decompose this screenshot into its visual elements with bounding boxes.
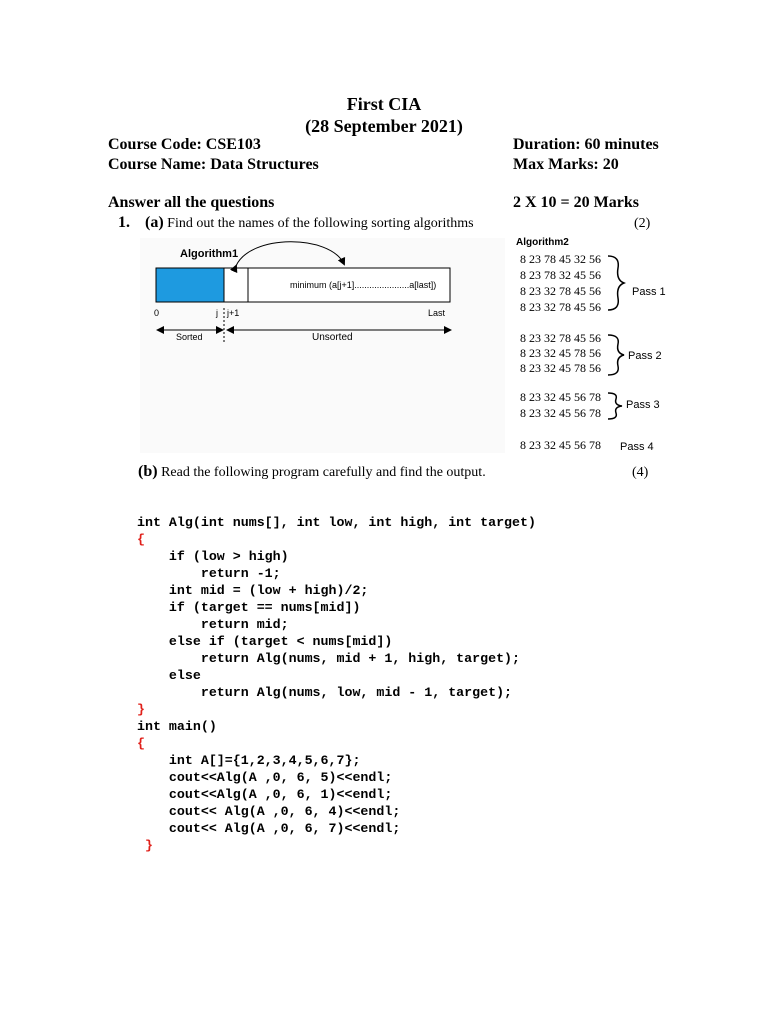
- question-1a: [118, 214, 474, 232]
- pass4-label: Pass 4: [620, 441, 654, 453]
- code-line: }: [137, 838, 153, 853]
- code-line: else: [137, 668, 201, 683]
- question-1b: [138, 463, 486, 481]
- label-j: j: [216, 308, 218, 318]
- code-line: return Alg(nums, mid + 1, high, target);: [137, 651, 521, 666]
- sorted-region: [156, 268, 224, 302]
- label-j-plus-1: j+1: [227, 308, 240, 318]
- algorithm1-title: Algorithm1: [180, 248, 239, 260]
- code-line: {: [137, 532, 145, 547]
- code-line: return -1;: [137, 566, 281, 581]
- code-block: [137, 497, 536, 871]
- exam-date: (28 September 2021): [305, 116, 463, 136]
- duration: Duration: 60 minutes: [513, 136, 659, 153]
- pass3-brace-icon: [606, 390, 624, 422]
- pass2-row: 8 23 32 45 78 56: [520, 346, 601, 360]
- question-number: 1.: [118, 214, 130, 231]
- label-sorted: Sorted: [176, 332, 203, 342]
- code-line: return mid;: [137, 617, 289, 632]
- part-b-label: (b): [138, 463, 158, 480]
- code-line: cout<< Alg(A ,0, 6, 4)<<endl;: [137, 804, 401, 819]
- code-line: int A[]={1,2,3,4,5,6,7};: [137, 753, 361, 768]
- part-a-label: (a): [145, 214, 164, 231]
- part-a-text: Find out the names of the following sorting algorithms: [167, 216, 474, 231]
- pass2-brace-icon: [606, 332, 626, 378]
- code-line: int mid = (low + high)/2;: [137, 583, 369, 598]
- instruction: Answer all the questions: [108, 194, 275, 211]
- code-line: {: [137, 736, 145, 751]
- label-zero: 0: [154, 308, 160, 318]
- part-b-marks: (4): [632, 465, 649, 480]
- code-line: return Alg(nums, low, mid - 1, target);: [137, 685, 513, 700]
- code-line: if (target == nums[mid]): [137, 600, 361, 615]
- pass1-row: 8 23 78 45 32 56: [520, 252, 601, 266]
- exam-title: First CIA: [346, 94, 422, 114]
- jplus1-cell: [224, 268, 248, 302]
- swap-arrow-icon: [236, 242, 344, 266]
- pass2-label: Pass 2: [628, 350, 662, 362]
- pass4-row: 8 23 32 45 56 78: [520, 438, 601, 452]
- code-line: int Alg(int nums[], int low, int high, int target): [137, 515, 536, 530]
- pass1-row: 8 23 78 32 45 56: [520, 268, 601, 282]
- code-line: int main(): [137, 719, 217, 734]
- pass3-row: 8 23 32 45 56 78: [520, 390, 601, 404]
- code-line: if (low > high): [137, 549, 289, 564]
- pass2-row: 8 23 32 45 78 56: [520, 361, 601, 375]
- marks-scheme: 2 X 10 = 20 Marks: [513, 194, 639, 211]
- pass3-row: 8 23 32 45 56 78: [520, 406, 601, 420]
- pass1-brace-icon: [606, 252, 626, 314]
- pass1-label: Pass 1: [632, 286, 666, 298]
- pass1-row: 8 23 32 78 45 56: [520, 300, 601, 314]
- code-line: else if (target < nums[mid]): [137, 634, 393, 649]
- pass1-row: 8 23 32 78 45 56: [520, 284, 601, 298]
- code-line: cout<< Alg(A ,0, 6, 7)<<endl;: [137, 821, 401, 836]
- max-marks: Max Marks: 20: [513, 156, 619, 173]
- pass2-row: 8 23 32 78 45 56: [520, 331, 601, 345]
- label-unsorted: Unsorted: [312, 332, 353, 343]
- part-b-text: Read the following program carefully and find the output.: [161, 465, 486, 480]
- course-code: Course Code: CSE103: [108, 136, 261, 153]
- label-last: Last: [428, 308, 446, 318]
- part-a-marks: (2): [634, 216, 651, 231]
- course-name: Course Name: Data Structures: [108, 156, 319, 173]
- pass3-label: Pass 3: [626, 399, 660, 411]
- code-line: cout<<Alg(A ,0, 6, 5)<<endl;: [137, 770, 393, 785]
- code-line: cout<<Alg(A ,0, 6, 1)<<endl;: [137, 787, 393, 802]
- algorithm2-title: Algorithm2: [516, 237, 569, 248]
- minimum-text: minimum (a[j+1]......................a[last]): [290, 280, 437, 290]
- code-line: }: [137, 702, 145, 717]
